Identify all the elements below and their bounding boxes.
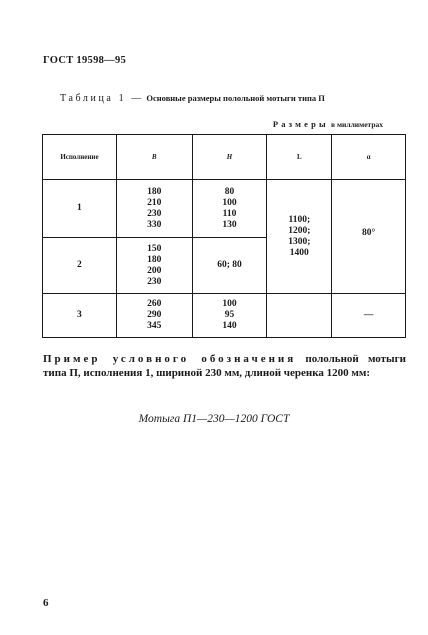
cell-l-empty [267, 294, 332, 338]
table-title [60, 93, 325, 104]
cell-h: 80 100 110 130 [192, 180, 267, 238]
dimensions-table [42, 134, 406, 338]
units-label: Размеры [272, 119, 329, 129]
table-row [43, 294, 406, 338]
cell-execution: 2 [43, 238, 117, 294]
designation-example: Мотыга П1—230—1200 ГОСТ [138, 413, 290, 425]
cell-b: 180 210 230 330 [116, 180, 192, 238]
units-note [273, 119, 383, 129]
cell-h: 100 95 140 [192, 294, 267, 338]
cell-execution: 3 [43, 294, 117, 338]
example-text: полольной мотыги типа П, исполнения 1, шириной 230 мм, длиной черенка 1200 мм: [43, 353, 406, 379]
page-number: 6 [43, 597, 49, 609]
cell-b: 150 180 200 230 [116, 238, 192, 294]
table-caption: Основные размеры полольной мотыги типа П [146, 93, 325, 103]
col-header-l: L [267, 135, 332, 180]
example-paragraph [43, 352, 406, 380]
table-row [43, 180, 406, 238]
col-header-h: H [192, 135, 267, 180]
units-value: в миллиметрах [331, 120, 383, 129]
col-header-b: B [116, 135, 192, 180]
cell-execution: 1 [43, 180, 117, 238]
document-header: ГОСТ 19598—95 [43, 55, 127, 66]
cell-h: 60; 80 [192, 238, 267, 294]
table-header-row [43, 135, 406, 180]
example-lead: Пример условного обозначения [43, 353, 297, 365]
cell-l: 1100; 1200; 1300; 1400 [267, 180, 332, 294]
col-header-execution: Исполнение [43, 135, 117, 180]
cell-alpha: — [332, 294, 406, 338]
col-header-alpha: α [332, 135, 406, 180]
cell-b: 260 290 345 [116, 294, 192, 338]
cell-alpha: 80° [332, 180, 406, 294]
table-label: Таблица 1 — [60, 93, 144, 104]
